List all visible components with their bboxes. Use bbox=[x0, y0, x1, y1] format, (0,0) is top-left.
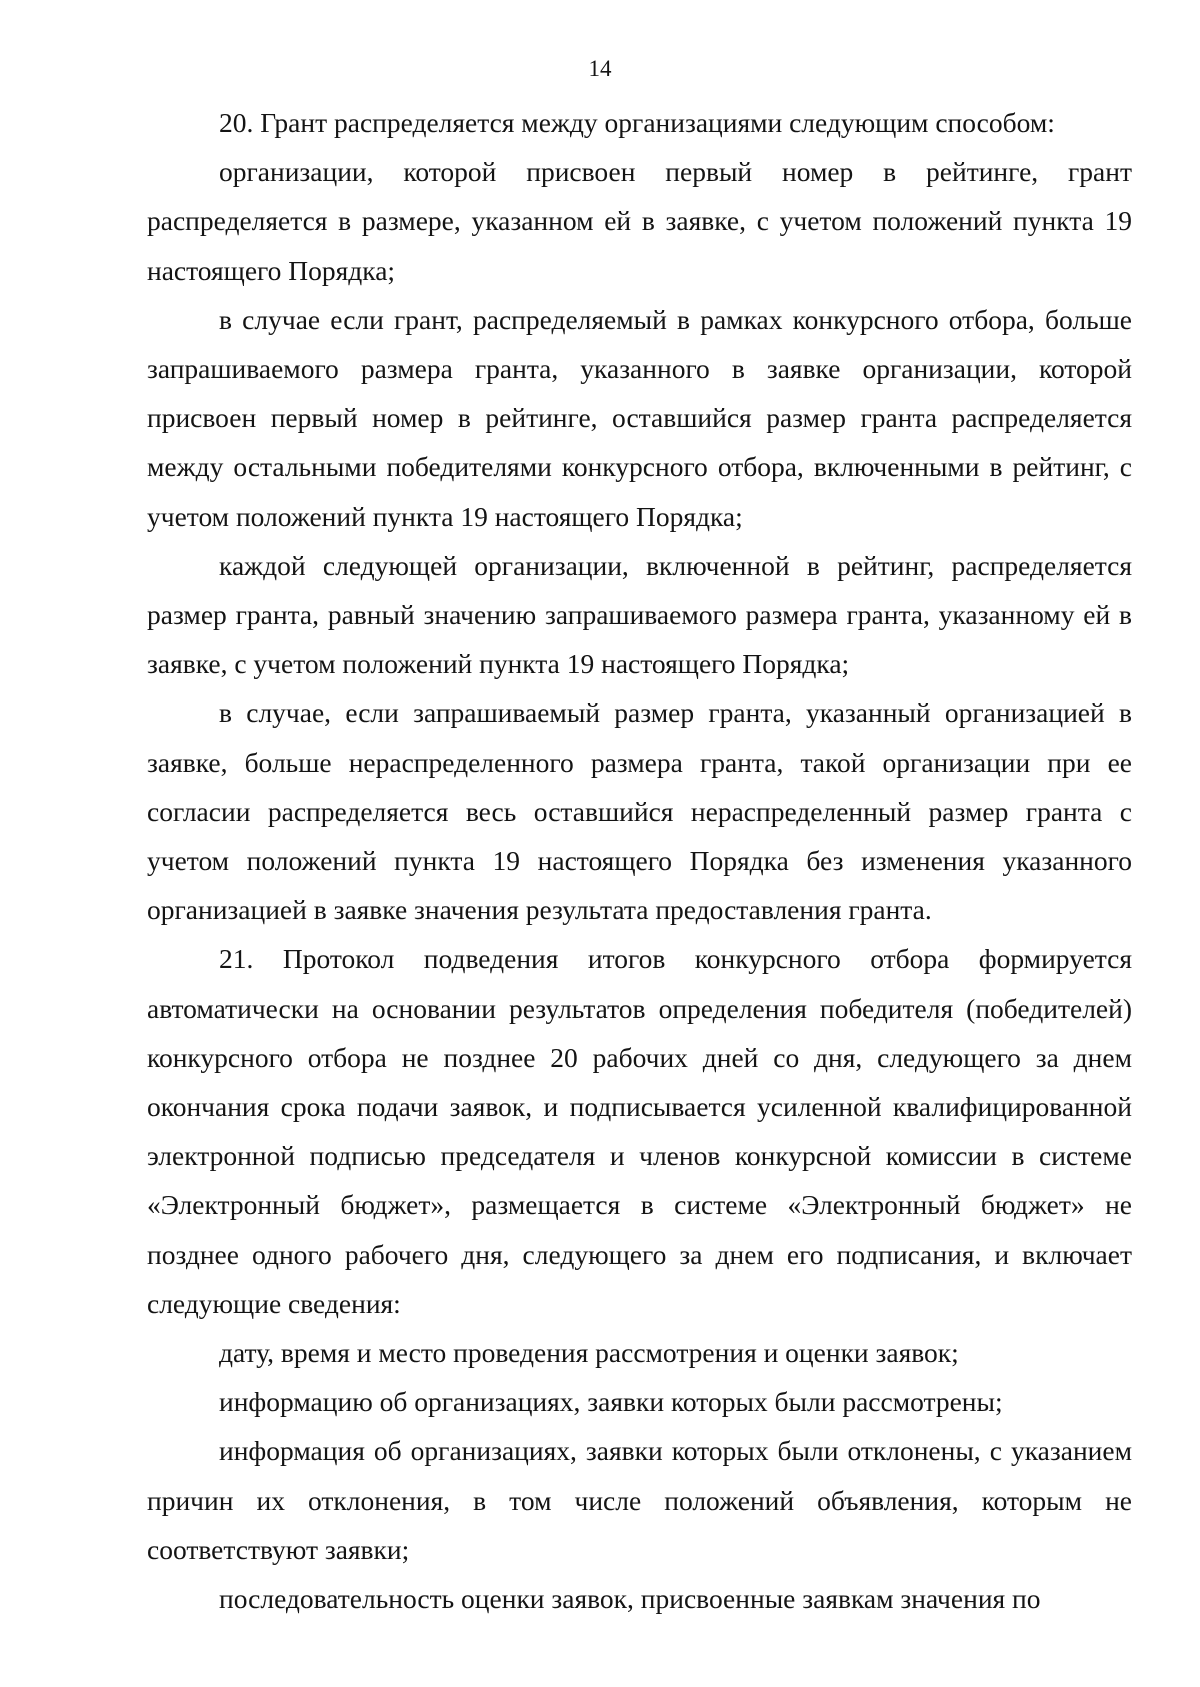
paragraph-21-protocol: 21. Протокол подведения итогов конкурсного отбора формируется автоматически на основании результатов определения победителя (победителей) конкурсного отбора не позднее 20 рабочих дней со дня, следующего за днем окончания срока подачи заявок, и подписывается усиленной квалифицированной электронной подписью председателя и членов конкурсной комиссии в системе «Электронный бюджет», размещается в системе «Электронный бюджет» не позднее одного рабочего дня, следующего за днем его подписания, и включает следующие сведения: bbox=[147, 943, 1132, 1319]
page-number: 14 bbox=[588, 56, 612, 81]
paragraph-rejected-organizations: информация об организациях, заявки которых были отклонены, с указанием причин их отклонения, в том числе положений объявления, которым не соответствуют заявки; bbox=[147, 1435, 1132, 1565]
paragraph-remaining-grant: в случае если грант, распределяемый в рамках конкурсного отбора, больше запрашиваемого размера гранта, указанного в заявке организации, которой присвоен первый номер в рейтинге, оставшийся размер гранта распределяется между остальными победителями конкурсного отбора, включенными в рейтинг, с учетом положений пункта 19 настоящего Порядка; bbox=[147, 303, 1132, 532]
paragraph-20-intro: 20. Грант распределяется между организациями следующим способом: bbox=[219, 107, 1055, 138]
paragraph-first-rank: организации, которой присвоен первый номер в рейтинге, грант распределяется в размере, указанном ей в заявке, с учетом положений пункта 19 настоящего Порядка; bbox=[147, 156, 1132, 286]
paragraph-evaluation-sequence: последовательность оценки заявок, присвоенные заявкам значения по bbox=[219, 1583, 1041, 1615]
paragraph-date-time-place: дату, время и место проведения рассмотрения и оценки заявок; bbox=[219, 1337, 959, 1369]
paragraph-undistributed-grant: в случае, если запрашиваемый размер гранта, указанный организацией в заявке, больше нераспределенного размера гранта, такой организации при ее согласии распределяется весь оставшийся нераспределенный размер гранта с учетом положений пункта 19 настоящего Порядка без изменения указанного организацией в заявке значения результата предоставления гранта. bbox=[147, 697, 1132, 926]
paragraph-reviewed-organizations: информацию об организациях, заявки которых были рассмотрены; bbox=[219, 1386, 1003, 1418]
document-body bbox=[147, 98, 1132, 1623]
paragraph-next-organization: каждой следующей организации, включенной в рейтинг, распределяется размер гранта, равный значению запрашиваемого размера гранта, указанному ей в заявке, с учетом положений пункта 19 настоящего Порядка; bbox=[147, 549, 1132, 680]
